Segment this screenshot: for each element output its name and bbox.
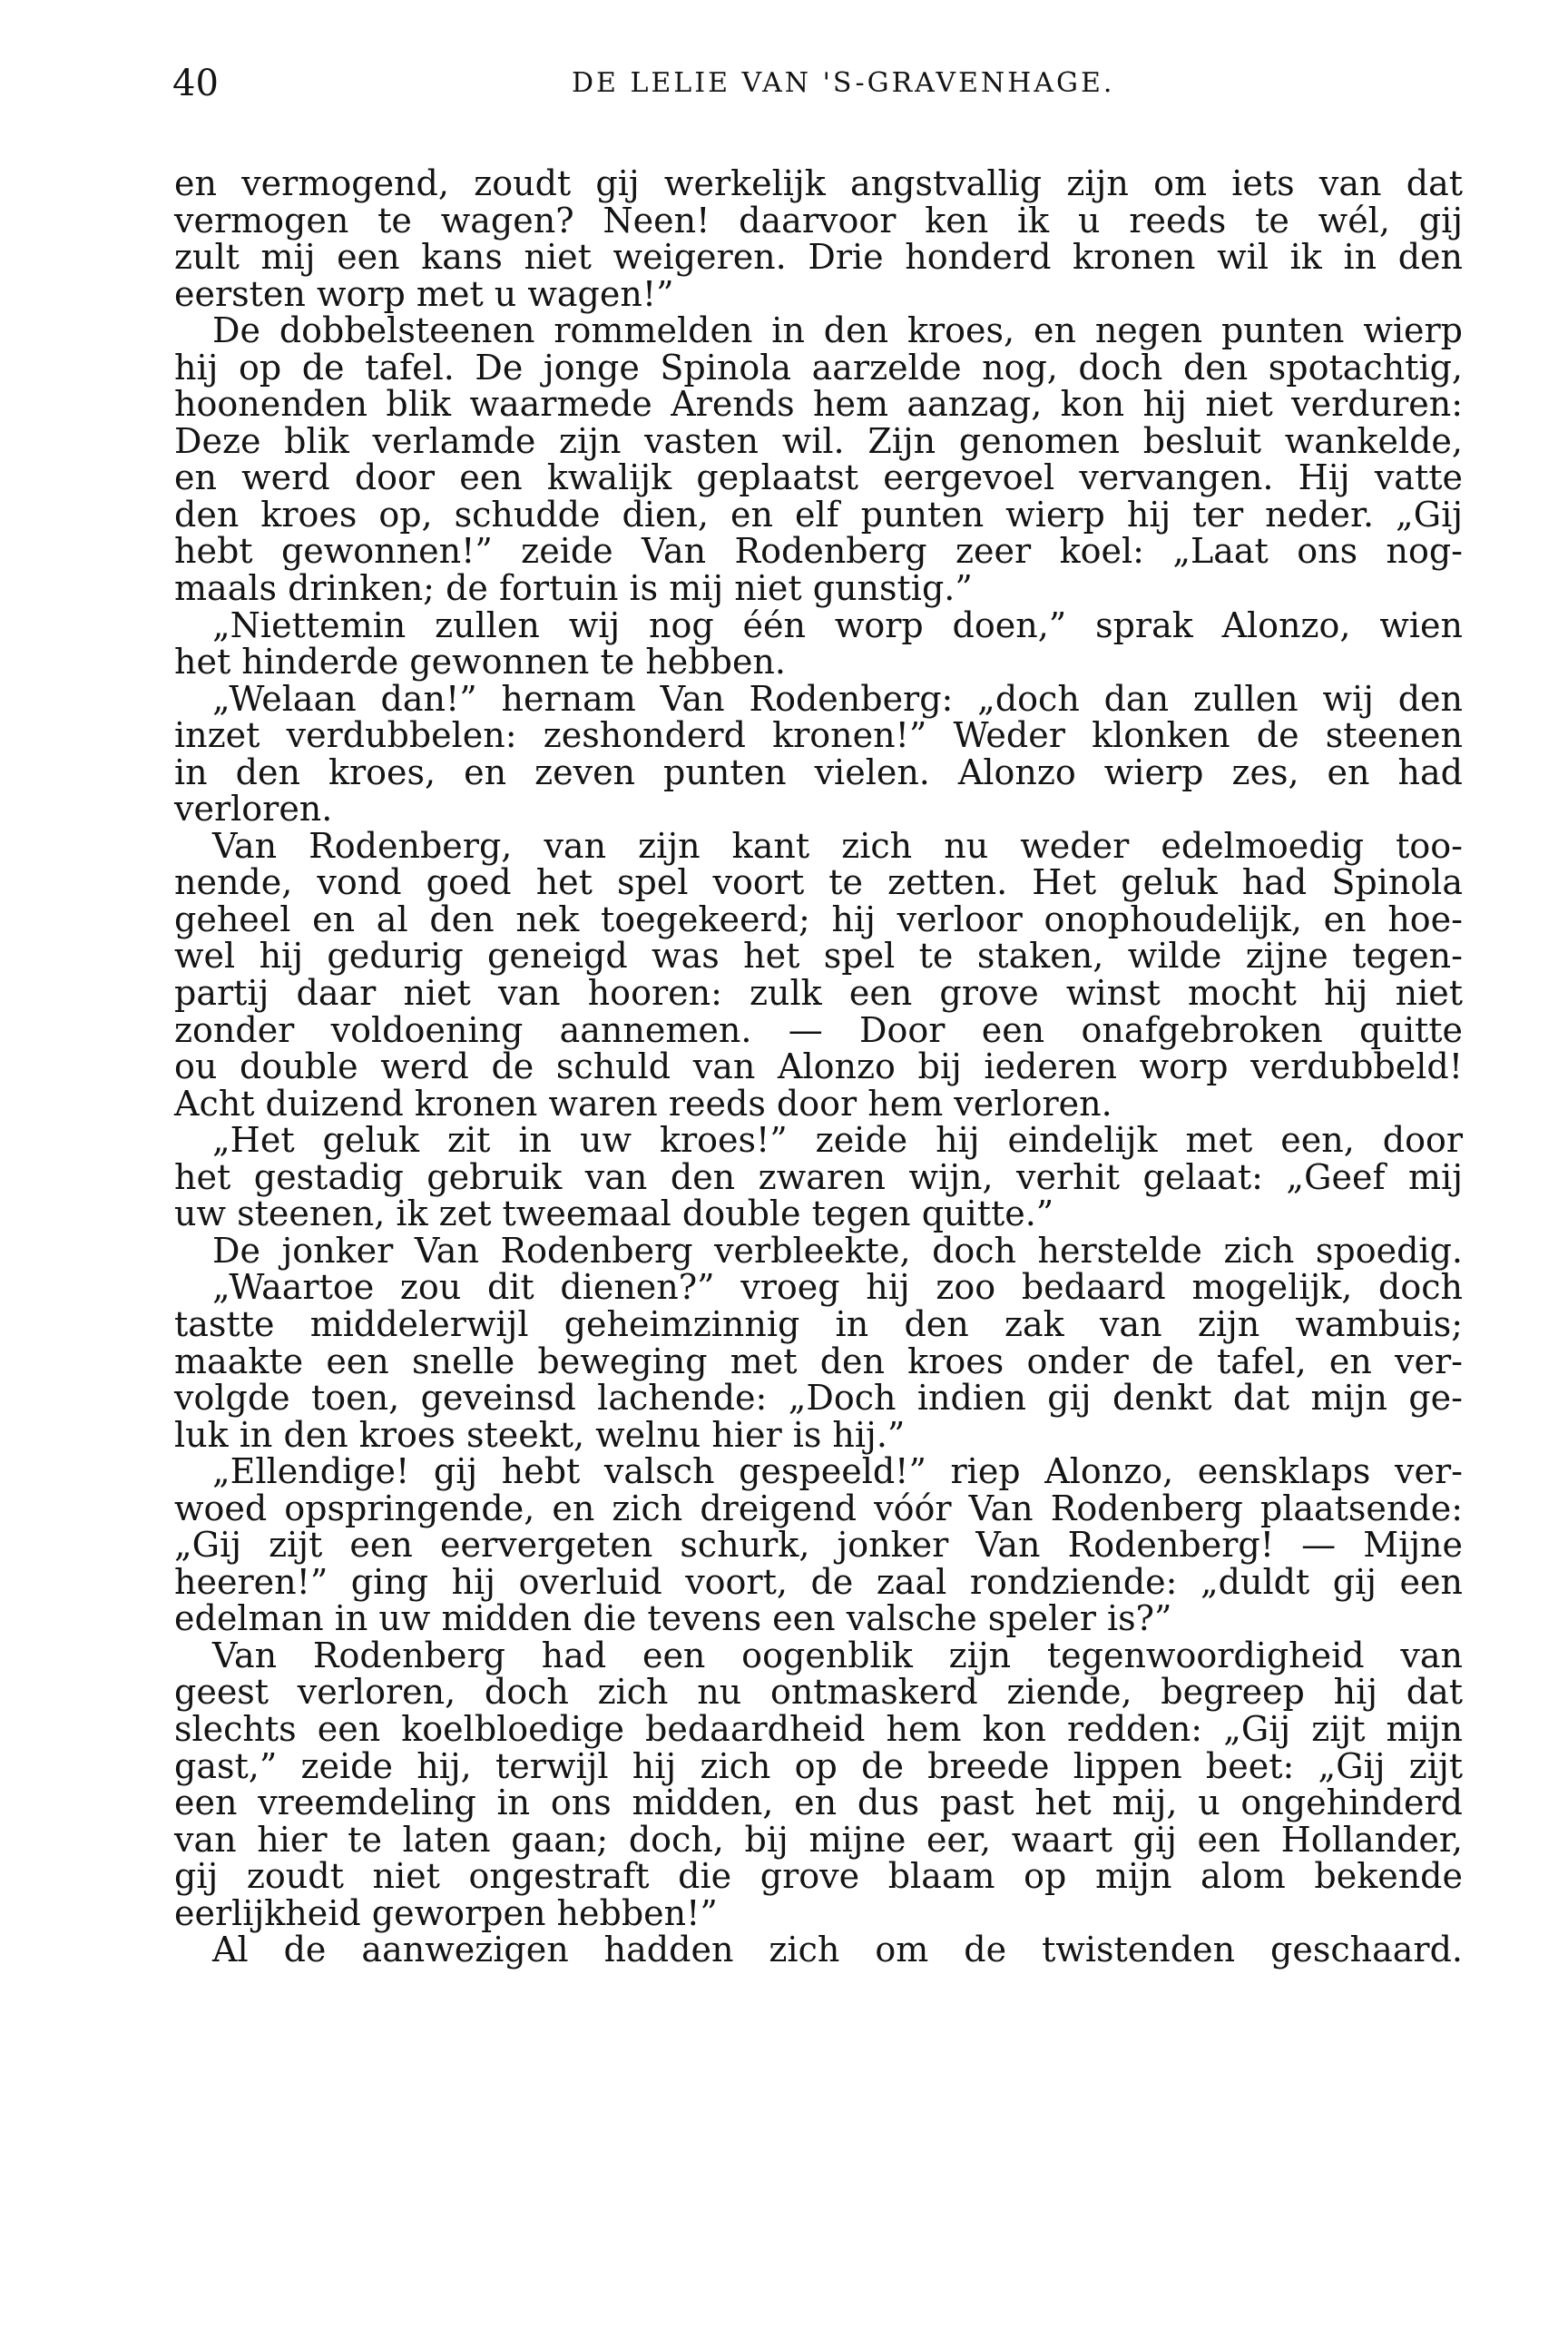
text-line: uw steenen, ik zet tweemaal double tegen quitte.” xyxy=(174,1193,1054,1234)
page-number: 40 xyxy=(172,63,219,104)
text-line: geheel en al den nek toegekeerd; hij verloor onophoudelijk, en hoe- xyxy=(174,899,1463,939)
text-line: den kroes op, schudde dien, en elf punten wierp hij ter neder. „Gij xyxy=(174,494,1463,535)
text-line: van hier te laten gaan; doch, bij mijne eer, waart gij een Hollander, xyxy=(174,1819,1463,1860)
text-line: eersten worp met u wagen!” xyxy=(174,273,674,314)
text-line: hebt gewonnen!” zeide Van Rodenberg zeer koel: „Laat ons nog- xyxy=(174,531,1463,572)
text-line: een vreemdeling in ons midden, en dus past het mij, u ongehinderd xyxy=(174,1783,1463,1823)
text-line: tastte middelerwijl geheimzinnig in den zak van zijn wambuis; xyxy=(174,1303,1463,1344)
text-line: „Het geluk zit in uw kroes!” zeide hij eindelijk met een, door xyxy=(212,1120,1463,1161)
text-line: „Gij zijt een eervergeten schurk, jonker Van Rodenberg! — Mijne xyxy=(174,1525,1463,1566)
text-line: nende, vond goed het spel voort te zetten. Het geluk had Spinola xyxy=(174,862,1463,903)
text-line: heeren!” ging hij overluid voort, de zaal rondziende: „duldt gij een xyxy=(174,1561,1463,1602)
text-line: Acht duizend kronen waren reeds door hem verloren. xyxy=(174,1083,1112,1124)
text-line: „Niettemin zullen wij nog één worp doen,” sprak Alonzo, wien xyxy=(212,604,1463,645)
text-line: Van Rodenberg had een oogenblik zijn tegenwoordigheid van xyxy=(212,1635,1463,1675)
text-line: Van Rodenberg, van zijn kant zich nu weder edelmoedig too- xyxy=(212,825,1463,866)
text-line: maals drinken; de fortuin is mij niet gunstig.” xyxy=(174,568,973,609)
text-line: „Welaan dan!” hernam Van Rodenberg: „doch dan zullen wij den xyxy=(212,678,1463,719)
text-line: „Waartoe zou dit dienen?” vroeg hij zoo bedaard mogelijk, doch xyxy=(212,1267,1463,1308)
text-line: in den kroes, en zeven punten vielen. Alonzo wierp zes, en had xyxy=(174,751,1463,792)
text-line: en vermogend, zoudt gij werkelijk angstvallig zijn om iets van dat xyxy=(174,163,1463,203)
text-line: inzet verdubbelen: zeshonderd kronen!” Weder klonken de steenen xyxy=(174,715,1463,756)
text-line: en werd door een kwalijk geplaatst eergevoel vervangen. Hij vatte xyxy=(174,457,1463,498)
text-line: ou double werd de schuld van Alonzo bij iederen worp verdubbeld! xyxy=(174,1046,1463,1087)
text-line: wel hij gedurig geneigd was het spel te staken, wilde zijne tegen- xyxy=(174,936,1463,977)
text-line: edelman in uw midden die tevens een valsche speler is?” xyxy=(174,1598,1172,1639)
text-line: volgde toen, geveinsd lachende: „Doch indien gij denkt dat mijn ge- xyxy=(174,1378,1463,1419)
page-header xyxy=(172,56,1465,111)
text-line: luk in den kroes steekt, welnu hier is hij.” xyxy=(174,1414,906,1455)
text-line: hij op de tafel. De jonge Spinola aarzelde nog, doch den spotachtig, xyxy=(174,347,1463,388)
text-line: vermogen te wagen? Neen! daarvoor ken ik u reeds te wél, gij xyxy=(174,200,1463,241)
text-line: het hinderde gewonnen te hebben. xyxy=(174,642,786,683)
text-line: hoonenden blik waarmede Arends hem aanzag, kon hij niet verduren: xyxy=(174,384,1463,425)
text-line: het gestadig gebruik van den zwaren wijn, verhit gelaat: „Geef mij xyxy=(174,1156,1463,1197)
text-line: eerlijkheid geworpen hebben!” xyxy=(174,1892,718,1933)
text-line: gij zoudt niet ongestraft die grove blaam op mijn alom bekende xyxy=(174,1856,1463,1897)
body-text xyxy=(174,165,1463,1969)
running-title: DE LELIE VAN 'S-GRAVENHAGE. xyxy=(572,67,1115,99)
text-line: De dobbelsteenen rommelden in den kroes, en negen punten wierp xyxy=(212,310,1463,351)
text-line: slechts een koelbloedige bedaardheid hem kon redden: „Gij zijt mijn xyxy=(174,1708,1463,1749)
text-line: woed opspringende, en zich dreigend vóór Van Rodenberg plaatsende: xyxy=(174,1488,1463,1528)
text-line: verloren. xyxy=(174,789,333,830)
text-line: gast,” zeide hij, terwijl hij zich op de breede lippen beet: „Gij zijt xyxy=(174,1745,1463,1786)
text-line: maakte een snelle beweging met den kroes onder de tafel, en ver- xyxy=(174,1341,1463,1381)
text-line: partij daar niet van hooren: zulk een grove winst mocht hij niet xyxy=(174,973,1463,1014)
text-line: zult mij een kans niet weigeren. Drie honderd kronen wil ik in den xyxy=(174,237,1463,278)
text-line: Al de aanwezigen hadden zich om de twistenden geschaard. xyxy=(212,1930,1463,1970)
text-line: Deze blik verlamde zijn vasten wil. Zijn genomen besluit wankelde, xyxy=(174,420,1463,461)
text-line: geest verloren, doch zich nu ontmaskerd ziende, begreep hij dat xyxy=(174,1672,1463,1713)
text-line: „Ellendige! gij hebt valsch gespeeld!” riep Alonzo, eensklaps ver- xyxy=(212,1451,1463,1492)
text-line: zonder voldoening aannemen. — Door een onafgebroken quitte xyxy=(174,1009,1463,1050)
text-line: De jonker Van Rodenberg verbleekte, doch herstelde zich spoedig. xyxy=(212,1230,1463,1271)
